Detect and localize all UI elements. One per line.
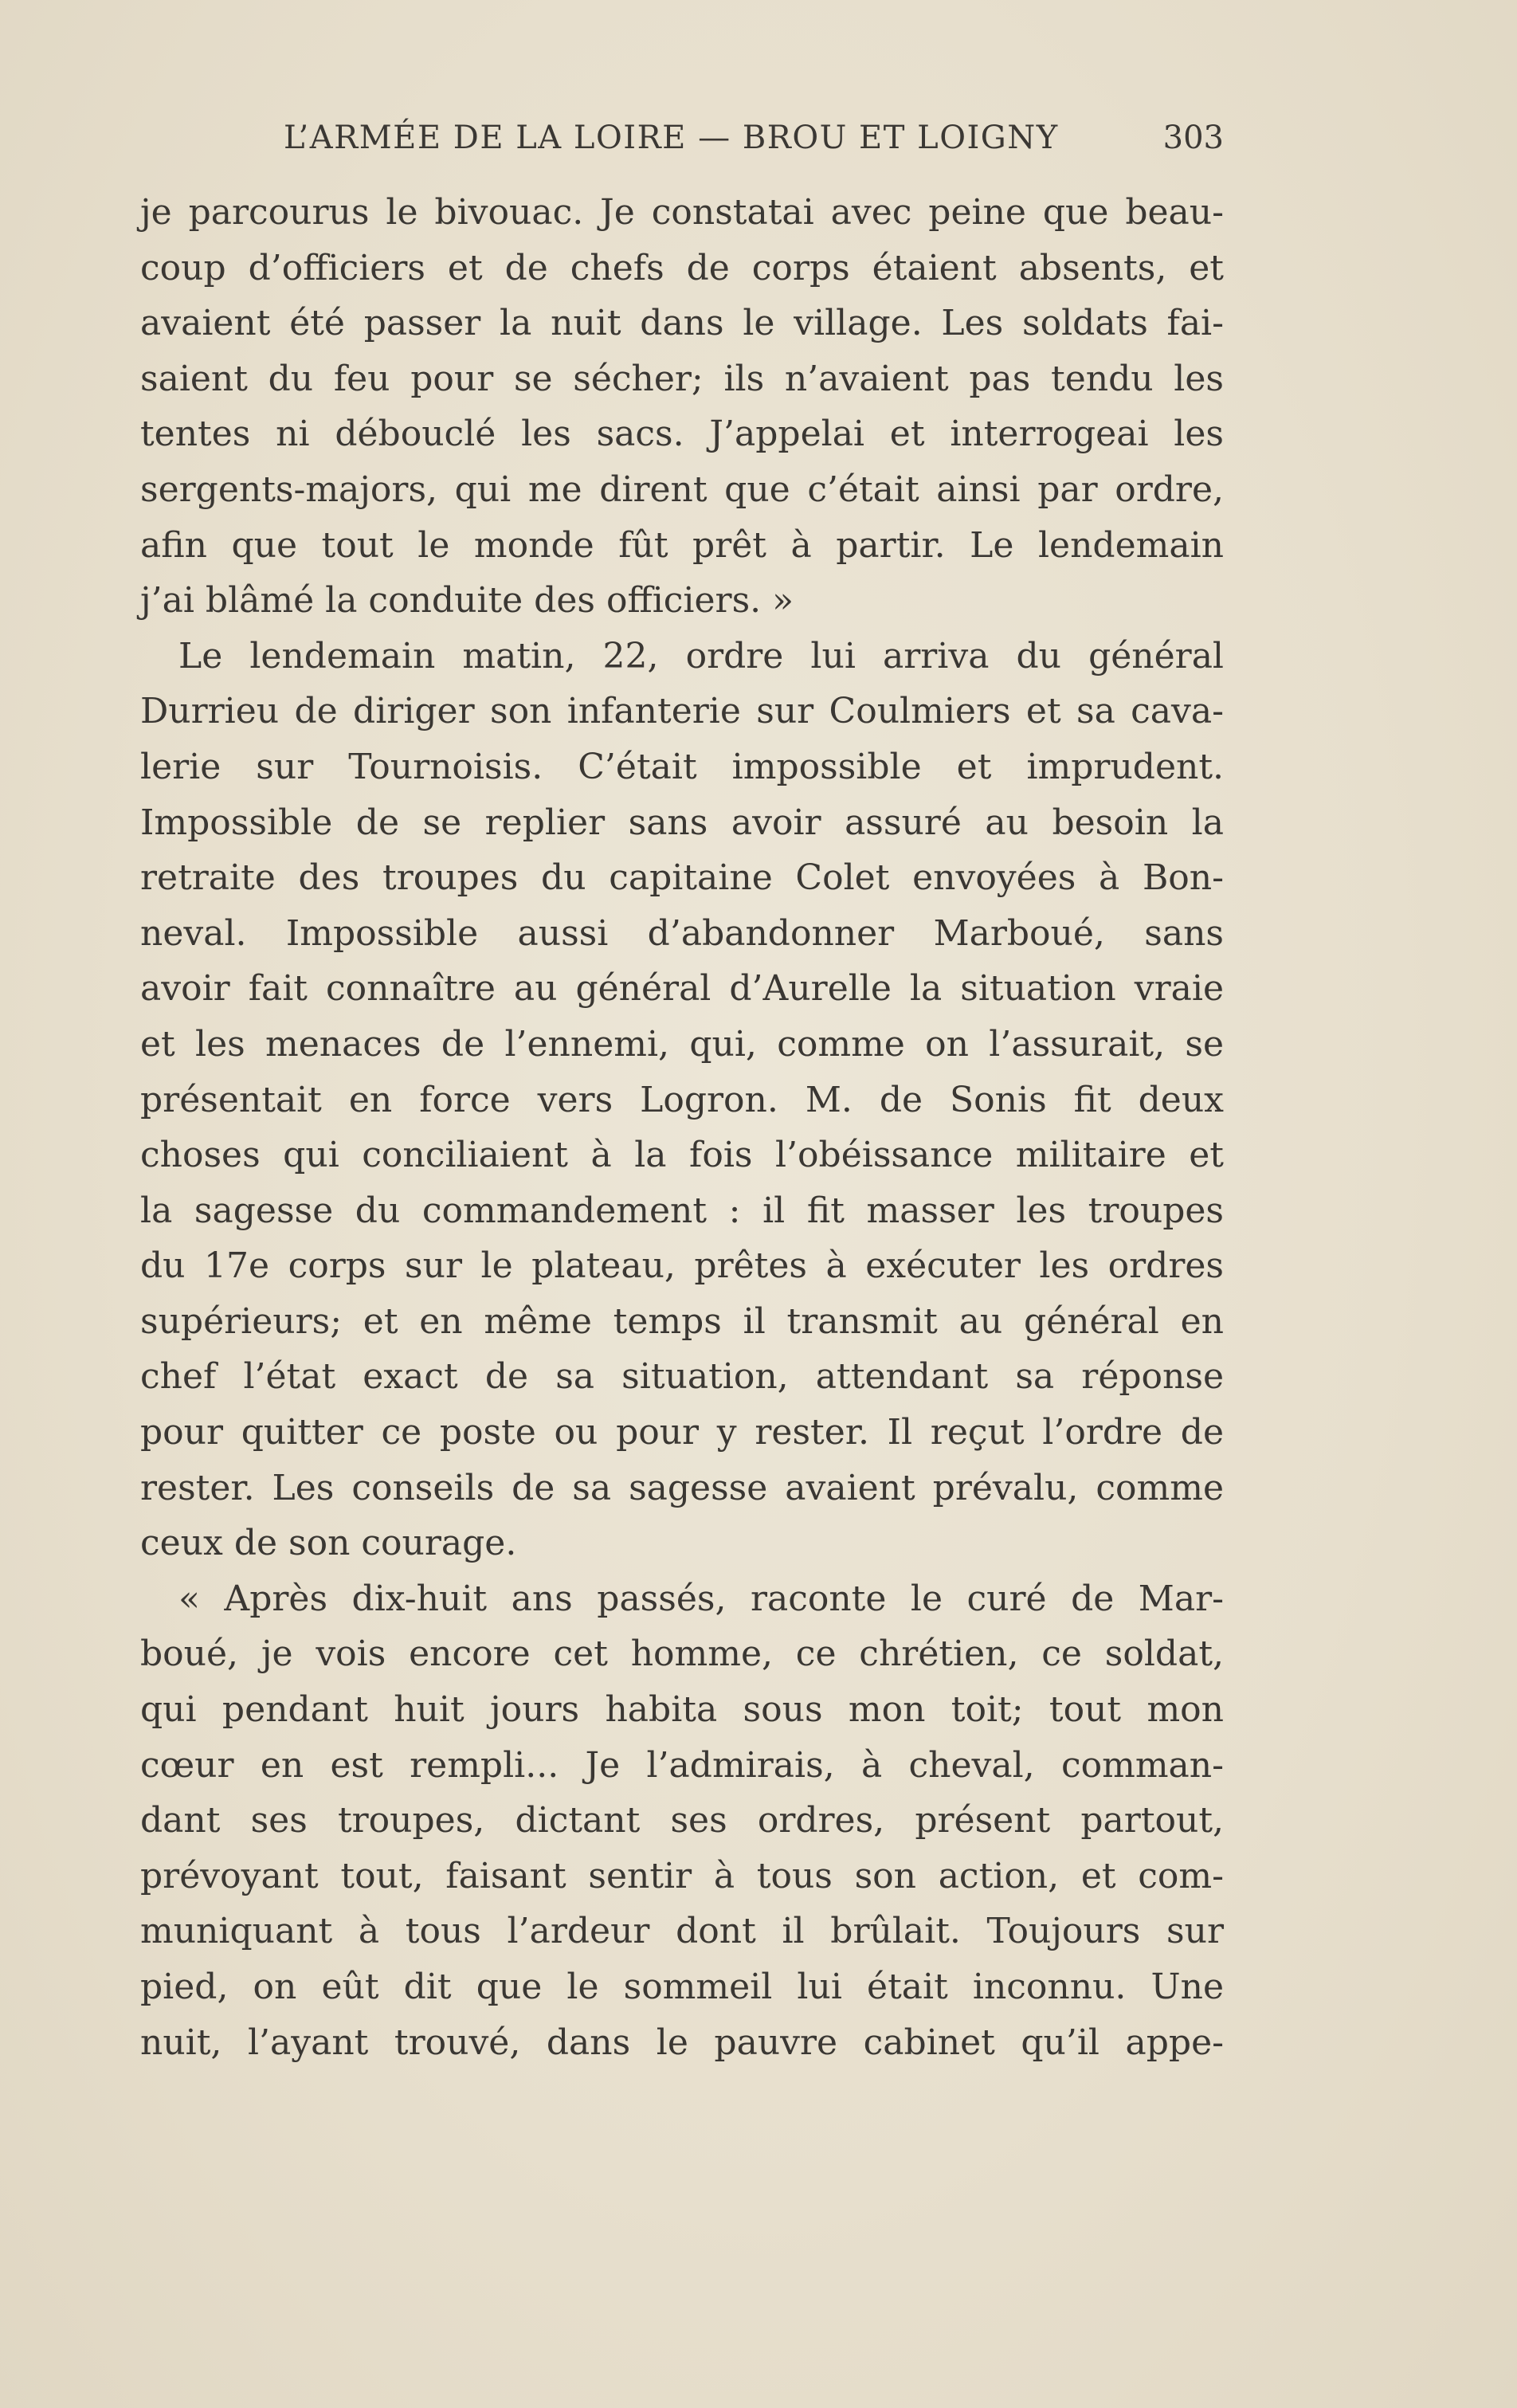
text-line: Le lendemain matin, 22, ordre lui arriva du général xyxy=(178,635,1224,677)
text-line: et les menaces de l’ennemi, qui, comme on l’assurait, se xyxy=(140,1023,1224,1065)
page-number: 303 xyxy=(1162,120,1224,156)
text-line: supérieurs; et en même temps il transmit au général en xyxy=(140,1300,1224,1342)
text-line: boué, je vois encore cet homme, ce chrétien, ce soldat, xyxy=(140,1633,1224,1675)
text-line: sergents-majors, qui me dirent que c’était ainsi par ordre, xyxy=(140,469,1224,510)
text-line: pour quitter ce poste ou pour y rester. Il reçut l’ordre de xyxy=(140,1412,1224,1453)
text-line: nuit, l’ayant trouvé, dans le pauvre cabinet qu’il appe- xyxy=(140,2022,1224,2063)
text-line: saient du feu pour se sécher; ils n’avaient pas tendu les xyxy=(140,358,1224,399)
body-text xyxy=(140,185,1224,2070)
text-line: avoir fait connaître au général d’Aurelle la situation vraie xyxy=(140,968,1224,1010)
text-line: du 17e corps sur le plateau, prêtes à exécuter les ordres xyxy=(140,1245,1224,1287)
text-line: avaient été passer la nuit dans le village. Les soldats fai- xyxy=(140,303,1224,344)
text-line: choses qui conciliaient à la fois l’obéissance militaire et xyxy=(140,1135,1224,1176)
text-line: j’ai blâmé la conduite des officiers. » xyxy=(140,580,794,622)
text-line: la sagesse du commandement : il fit masser les troupes xyxy=(140,1190,1224,1231)
text-line: chef l’état exact de sa situation, attendant sa réponse xyxy=(140,1356,1224,1398)
text-line: Impossible de se replier sans avoir assuré au besoin la xyxy=(140,802,1224,843)
text-line: afin que tout le monde fût prêt à partir. Le lendemain xyxy=(140,524,1224,566)
text-line: rester. Les conseils de sa sagesse avaient prévalu, comme xyxy=(140,1467,1224,1508)
text-line: « Après dix-huit ans passés, raconte le curé de Mar- xyxy=(178,1578,1224,1619)
text-line: retraite des troupes du capitaine Colet envoyées à Bon- xyxy=(140,857,1224,899)
text-line: pied, on eût dit que le sommeil lui était inconnu. Une xyxy=(140,1967,1224,2007)
text-line: qui pendant huit jours habita sous mon toit; tout mon xyxy=(140,1689,1224,1731)
text-line: dant ses troupes, dictant ses ordres, présent partout, xyxy=(140,1800,1224,1841)
text-line: neval. Impossible aussi d’abandonner Marboué, sans xyxy=(140,912,1224,954)
text-line: je parcourus le bivouac. Je constatai avec peine que beau- xyxy=(140,192,1224,233)
text-line: lerie sur Tournoisis. C’était impossible et imprudent. xyxy=(140,746,1224,787)
text-line: ceux de son courage. xyxy=(140,1523,517,1564)
page-header xyxy=(140,112,1224,167)
text-line: présentait en force vers Logron. M. de Sonis fit deux xyxy=(140,1079,1224,1120)
text-line: coup d’officiers et de chefs de corps étaient absents, et xyxy=(140,247,1224,288)
running-title: L’ARMÉE DE LA LOIRE — BROU ET LOIGNY xyxy=(284,120,1059,156)
text-line: muniquant à tous l’ardeur dont il brûlait. Toujours sur xyxy=(140,1911,1224,1952)
text-line: tentes ni débouclé les sacs. J’appelai et interrogeai les xyxy=(140,414,1224,455)
text-line: prévoyant tout, faisant sentir à tous son action, et com- xyxy=(140,1855,1224,1896)
text-line: Durrieu de diriger son infanterie sur Coulmiers et sa cava- xyxy=(140,691,1224,732)
text-line: cœur en est rempli... Je l’admirais, à cheval, comman- xyxy=(140,1744,1224,1786)
